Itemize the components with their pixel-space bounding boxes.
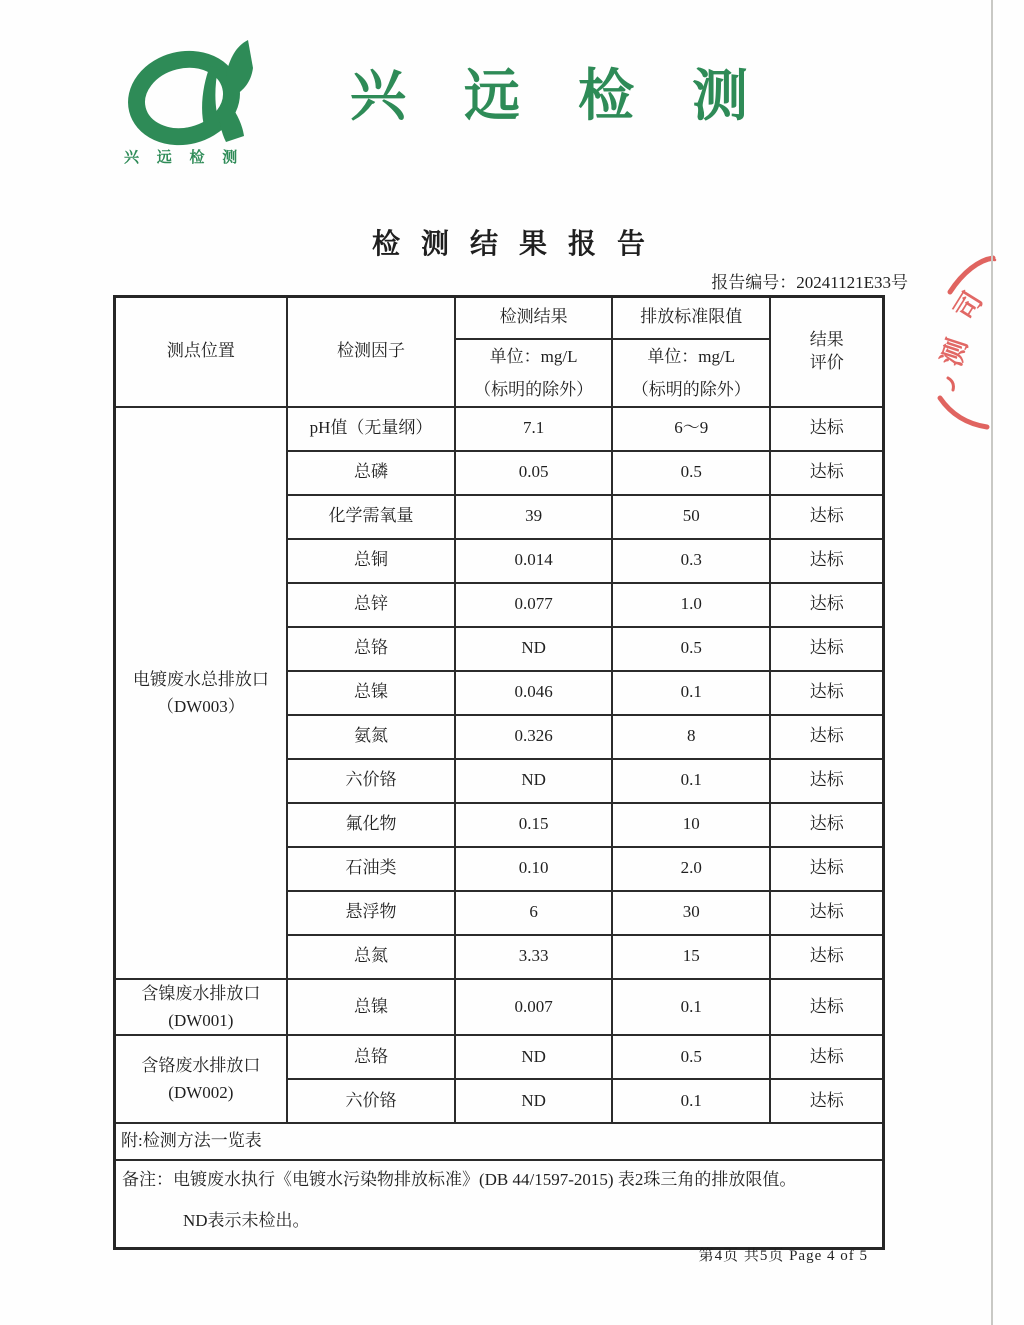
cell-result: ND <box>455 627 612 671</box>
location-name: 含镍废水排放口 <box>141 983 261 1003</box>
cell-result: 0.046 <box>455 671 612 715</box>
cell-eval: 达标 <box>770 935 883 979</box>
cell-result: 0.007 <box>455 979 612 1035</box>
cell-limit: 0.1 <box>612 1079 770 1123</box>
cell-result: 6 <box>455 891 612 935</box>
cell-eval: 达标 <box>770 539 883 583</box>
cell-eval: 达标 <box>770 1079 883 1123</box>
cell-eval: 达标 <box>770 627 883 671</box>
cell-result: 0.014 <box>455 539 612 583</box>
cell-factor: 总铬 <box>287 1035 455 1079</box>
cell-eval: 达标 <box>770 495 883 539</box>
cell-result: ND <box>455 759 612 803</box>
cell-result: 0.15 <box>455 803 612 847</box>
alpha-swoosh-icon <box>122 38 272 148</box>
cell-limit: 0.5 <box>612 1035 770 1079</box>
cell-factor: 总磷 <box>287 451 455 495</box>
location-dw001 <box>115 979 287 1035</box>
cell-eval: 达标 <box>770 671 883 715</box>
header-result: 检测结果 <box>455 297 612 339</box>
cell-limit: 0.3 <box>612 539 770 583</box>
cell-eval: 达标 <box>770 451 883 495</box>
document-title: 检 测 结 果 报 告 <box>371 229 652 260</box>
location-code: (DW002) <box>168 1083 234 1103</box>
cell-limit: 1.0 <box>612 583 770 627</box>
cell-factor: 总锌 <box>287 583 455 627</box>
cell-factor: 六价铬 <box>287 759 455 803</box>
cell-eval: 达标 <box>770 979 883 1035</box>
table-row <box>115 979 884 1035</box>
cell-result: 0.326 <box>455 715 612 759</box>
cell-factor: 总铬 <box>287 627 455 671</box>
cell-eval: 达标 <box>770 1035 883 1079</box>
red-seal-stamp-icon <box>929 246 1024 436</box>
cell-limit: 30 <box>612 891 770 935</box>
cell-limit: 6～9 <box>612 407 770 451</box>
cell-limit: 10 <box>612 803 770 847</box>
cell-result: ND <box>455 1079 612 1123</box>
cell-limit: 0.1 <box>612 671 770 715</box>
header-result-unit <box>455 339 612 407</box>
table-row <box>115 1035 884 1079</box>
note-line1: 备注：电镀废水执行《电镀水污染物排放标准》(DB 44/1597-2015) 表2珠三角的排放限值。 <box>122 1170 797 1190</box>
cell-factor: 总镍 <box>287 979 455 1035</box>
cell-limit: 50 <box>612 495 770 539</box>
cell-result: ND <box>455 1035 612 1079</box>
cell-factor: 化学需氧量 <box>287 495 455 539</box>
page-number: 第4页 共5页 Page 4 of 5 <box>698 1248 868 1264</box>
header-evaluation <box>770 297 883 407</box>
location-dw003 <box>115 407 287 979</box>
scan-edge-line <box>991 0 993 1325</box>
cell-limit: 15 <box>612 935 770 979</box>
cell-result: 39 <box>455 495 612 539</box>
unit-line1: 单位：mg/L <box>489 346 578 366</box>
cell-limit: 0.5 <box>612 627 770 671</box>
cell-eval: 达标 <box>770 803 883 847</box>
location-dw002 <box>115 1035 287 1123</box>
cell-eval: 达标 <box>770 583 883 627</box>
cell-limit: 2.0 <box>612 847 770 891</box>
cell-result: 0.05 <box>455 451 612 495</box>
note-cell <box>115 1160 884 1248</box>
cell-factor: 六价铬 <box>287 1079 455 1123</box>
header-limit: 排放标准限值 <box>612 297 770 339</box>
location-code: (DW001) <box>168 1010 234 1030</box>
cell-result: 3.33 <box>455 935 612 979</box>
cell-factor: 总氮 <box>287 935 455 979</box>
cell-limit: 0.5 <box>612 451 770 495</box>
cell-factor: 氟化物 <box>287 803 455 847</box>
note-row <box>115 1160 884 1248</box>
cell-limit: 0.1 <box>612 979 770 1035</box>
cell-factor: 石油类 <box>287 847 455 891</box>
header-factor: 检测因子 <box>287 297 455 407</box>
cell-result: 7.1 <box>455 407 612 451</box>
brand-title: 兴 远 检 测 <box>350 66 770 128</box>
unit-line2: （标明的除外） <box>474 379 594 399</box>
cell-eval: 达标 <box>770 891 883 935</box>
cell-eval: 达标 <box>770 847 883 891</box>
cell-result: 0.077 <box>455 583 612 627</box>
cell-factor: 总铜 <box>287 539 455 583</box>
header-location: 测点位置 <box>115 297 287 407</box>
location-name: 电镀废水总排放口 <box>132 669 269 689</box>
header-evaluation-line2: 评价 <box>809 352 844 372</box>
stamp-char-bottom: 测 <box>936 334 974 370</box>
cell-factor: 总镍 <box>287 671 455 715</box>
note-line2: ND表示未检出。 <box>183 1211 310 1231</box>
location-name: 含铬废水排放口 <box>141 1055 261 1075</box>
cell-factor: 悬浮物 <box>287 891 455 935</box>
logo-caption: 兴 远 检 测 <box>124 150 245 166</box>
cell-result: 0.10 <box>455 847 612 891</box>
cell-limit: 0.1 <box>612 759 770 803</box>
location-code: （DW003） <box>156 696 245 716</box>
header-limit-unit <box>612 339 770 407</box>
cell-factor: pH值（无量纲） <box>287 407 455 451</box>
unit-line1: 单位：mg/L <box>647 346 736 366</box>
unit-line2: （标明的除外） <box>631 379 751 399</box>
results-table <box>113 295 885 1250</box>
cell-eval: 达标 <box>770 715 883 759</box>
cell-eval: 达标 <box>770 407 883 451</box>
cell-factor: 氨氮 <box>287 715 455 759</box>
cell-eval: 达标 <box>770 759 883 803</box>
table-row <box>115 407 884 451</box>
stamp-char-top: 司 <box>948 286 989 326</box>
report-number: 报告编号：20241121E33号 <box>711 273 908 292</box>
header-evaluation-line1: 结果 <box>809 329 844 349</box>
appendix-row <box>115 1123 884 1160</box>
appendix-text: 附:检测方法一览表 <box>115 1123 884 1160</box>
cell-limit: 8 <box>612 715 770 759</box>
table-header-row-1 <box>115 297 884 339</box>
